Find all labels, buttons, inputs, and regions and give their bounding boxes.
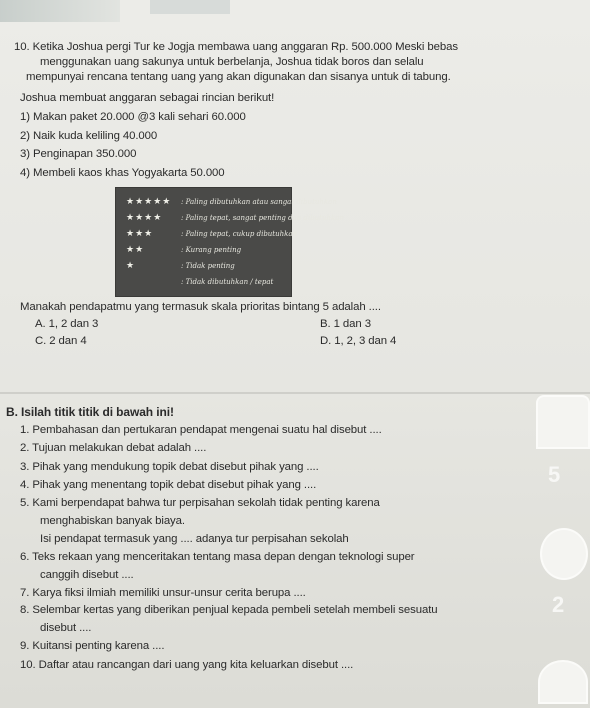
b-line-6-cont: canggih disebut .... (40, 569, 134, 581)
q10-intro-line-3: mempunyai rencana tentang uang yang akan digunakan dan sisanya untuk di tabung. (26, 71, 451, 83)
arrow-shape-icon (538, 660, 588, 704)
b-line-4: 4. Pihak yang menentang topik debat disebut pihak yang .... (20, 479, 317, 491)
budget-item-4: 4) Membeli kaos khas Yogyakarta 50.000 (20, 167, 225, 179)
option-d[interactable]: D. 1, 2, 3 dan 4 (320, 335, 397, 347)
q10-question: Manakah pendapatmu yang termasuk skala prioritas bintang 5 adalah .... (20, 301, 381, 313)
b-line-5-cont: menghabiskan banyak biaya. (40, 515, 185, 527)
priority-desc: : Tidak penting (181, 262, 235, 270)
circle-shape-icon (540, 528, 588, 580)
option-c[interactable]: C. 2 dan 4 (35, 335, 87, 347)
q10-intro-line-2: menggunakan uang sakunya untuk berbelanja, Joshua tidak boros dan selalu (40, 56, 424, 68)
side-number-five: 5 (548, 462, 561, 487)
section-b-heading: B. Isilah titik titik di bawah ini! (6, 405, 174, 419)
budget-item-2: 2) Naik kuda keliling 40.000 (20, 130, 158, 142)
b-line-9: 9. Kuitansi penting karena .... (20, 640, 165, 652)
priority-desc: : Paling tepat, sangat penting dan dibutuhkan (181, 214, 344, 222)
thumbs-shape-icon (536, 395, 590, 449)
priority-scale-image (115, 187, 344, 297)
priority-desc: : Paling tepat, cukup dibutuhkan (181, 230, 298, 238)
b-line-8-cont: disebut .... (40, 622, 92, 634)
priority-desc: : Kurang penting (181, 246, 242, 254)
b-line-5-cont-2: Isi pendapat termasuk yang .... adanya tur perpisahan sekolah (40, 533, 349, 545)
b-line-3: 3. Pihak yang mendukung topik debat disebut pihak yang .... (20, 461, 319, 473)
star-icon: ★★★ (126, 229, 154, 239)
star-icon: ★★ (126, 245, 145, 255)
side-number-two: 2 (552, 592, 565, 617)
b-line-6: 6. Teks rekaan yang menceritakan tentang masa depan dengan teknologi super (20, 551, 415, 563)
budget-item-1: 1) Makan paket 20.000 @3 kali sehari 60.000 (20, 111, 246, 123)
b-line-1: 1. Pembahasan dan pertukaran pendapat mengenai suatu hal disebut .... (20, 424, 382, 436)
option-a[interactable]: A. 1, 2 dan 3 (35, 318, 99, 330)
star-icon: ★ (126, 261, 136, 271)
budget-item-3: 3) Penginapan 350.000 (20, 148, 137, 160)
photo-blur-top (150, 0, 230, 14)
b-line-10: 10. Daftar atau rancangan dari uang yang kita keluarkan disebut .... (20, 659, 354, 671)
priority-desc: : Paling dibutuhkan atau sangat dibutuhkan (181, 198, 337, 206)
b-line-5: 5. Kami berpendapat bahwa tur perpisahan sekolah tidak penting karena (20, 497, 380, 509)
b-line-2: 2. Tujuan melakukan debat adalah .... (20, 442, 207, 454)
option-b[interactable]: B. 1 dan 3 (320, 318, 371, 330)
photo-blur-smudge (0, 0, 120, 22)
b-line-8: 8. Selembar kertas yang diberikan penjual kepada pembeli setelah membeli sesuatu (20, 604, 438, 616)
section-divider (0, 392, 590, 394)
q10-intro-line-4: Joshua membuat anggaran sebagai rincian berikut! (20, 92, 275, 104)
star-icon: ★★★★ (126, 213, 163, 223)
priority-desc: : Tidak dibutuhkan / tepat (181, 278, 274, 286)
b-line-7: 7. Karya fiksi ilmiah memiliki unsur-unsur cerita berupa .... (20, 587, 306, 599)
star-icon: ★★★★★ (126, 197, 172, 207)
q10-intro-line-1: 10. Ketika Joshua pergi Tur ke Jogja membawa uang anggaran Rp. 500.000 Meski bebas (14, 41, 458, 53)
